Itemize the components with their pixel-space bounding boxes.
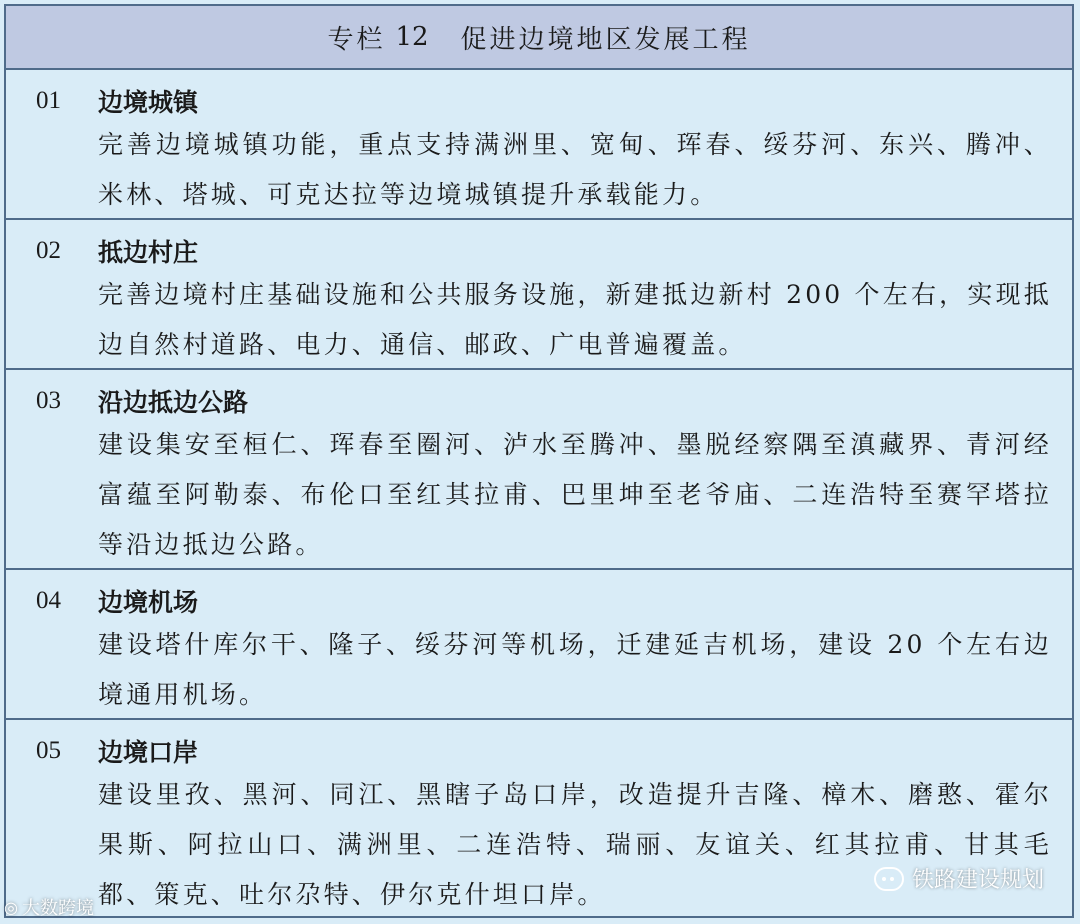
section-title: 边境口岸 xyxy=(98,738,199,767)
section-heading xyxy=(36,582,1052,620)
section-number: 02 xyxy=(36,237,61,264)
box-header xyxy=(6,6,1072,70)
section-heading xyxy=(36,382,1052,420)
section-body: 完善边境村庄基础设施和公共服务设施，新建抵边新村 200 个左右，实现抵边自然村道路、电力、通信、邮政、广电普遍覆盖。 xyxy=(98,280,1052,359)
section-body: 建设塔什库尔干、隆子、绥芬河等机场，迁建延吉机场，建设 20 个左右边境通用机场。 xyxy=(98,630,1052,709)
section-number: 05 xyxy=(36,737,61,764)
header-number: 12 xyxy=(395,22,429,52)
watermark-right-text: 铁路建设规划 xyxy=(911,868,1044,893)
header-title: 促进边境地区发展工程 xyxy=(460,24,751,55)
program-box xyxy=(4,4,1074,918)
watermark-left xyxy=(4,894,94,920)
section-title: 边境机场 xyxy=(98,588,199,617)
section-border-towns xyxy=(6,70,1072,220)
section-number: 04 xyxy=(36,587,61,614)
section-heading xyxy=(36,82,1052,120)
watermark-right xyxy=(874,863,1044,894)
section-title: 抵边村庄 xyxy=(98,238,199,267)
header-label: 专栏 xyxy=(327,24,386,55)
section-number: 01 xyxy=(36,87,61,114)
section-heading xyxy=(36,232,1052,270)
section-number: 03 xyxy=(36,387,61,414)
section-border-airports xyxy=(6,570,1072,720)
section-border-roads xyxy=(6,370,1072,570)
section-title: 边境城镇 xyxy=(98,88,199,117)
section-border-villages xyxy=(6,220,1072,370)
section-body: 建设里孜、黑河、同江、黑瞎子岛口岸，改造提升吉隆、樟木、磨憨、霍尔果斯、阿拉山口、满洲里、二连浩特、瑞丽、友谊关、红其拉甫、甘其毛都、策克、吐尔尕特、伊尔克什坦口岸。 xyxy=(98,780,1052,909)
section-heading xyxy=(36,732,1052,770)
section-title: 沿边抵边公路 xyxy=(98,388,249,417)
wechat-icon xyxy=(874,867,904,891)
watermark-left-text: 大数跨境 xyxy=(21,898,94,919)
brand-logo-icon: ◎ xyxy=(4,897,18,917)
section-body: 建设集安至桓仁、珲春至圈河、泸水至腾冲、墨脱经察隅至滇藏界、青河经富蕴至阿勒泰、布伦口至红其拉甫、巴里坤至老爷庙、二连浩特至赛罕塔拉等沿边抵边公路。 xyxy=(98,430,1052,559)
section-body: 完善边境城镇功能，重点支持满洲里、宽甸、珲春、绥芬河、东兴、腾冲、米林、塔城、可克达拉等边境城镇提升承载能力。 xyxy=(98,130,1052,209)
